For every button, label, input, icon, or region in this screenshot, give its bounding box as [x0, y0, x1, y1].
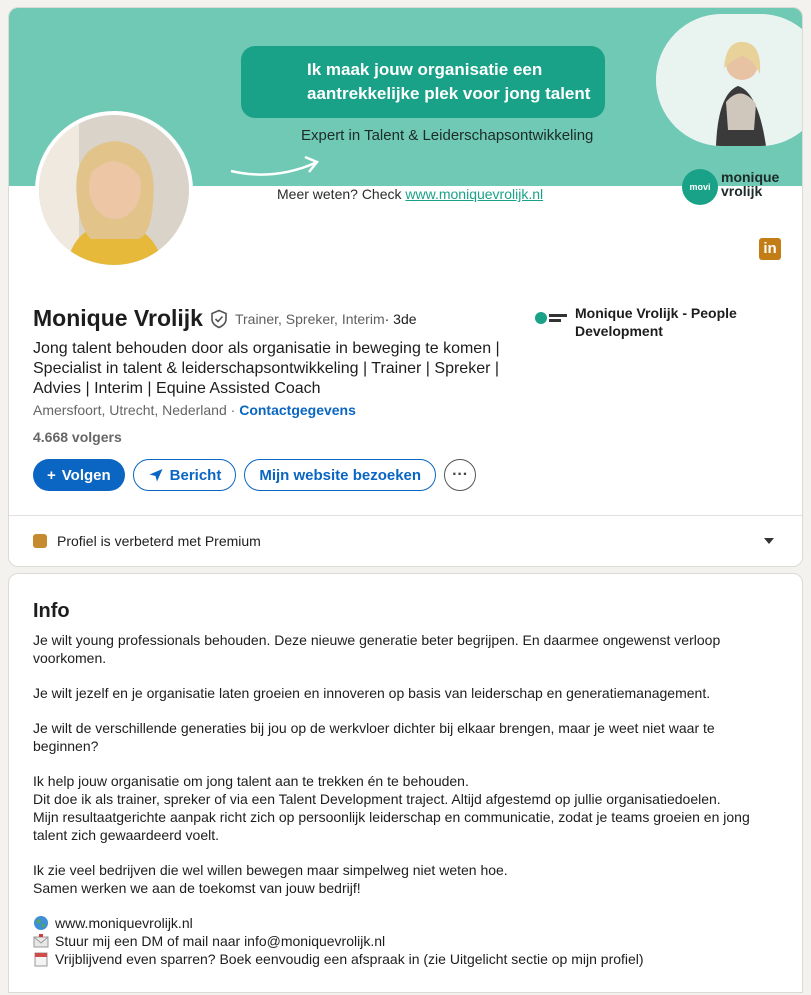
brand-logo-icon: movi [682, 169, 718, 205]
profile-card [8, 7, 803, 567]
location: Amersfoort, Utrecht, Nederland [33, 402, 227, 418]
visit-website-button[interactable]: Mijn website bezoeken [244, 459, 436, 491]
follow-button[interactable] [33, 459, 125, 491]
info-paragraph: Ik zie veel bedrijven die wel willen bewegen maar simpelweg niet weten hoe. [33, 862, 508, 878]
info-title: Info [33, 600, 70, 622]
brand-logo-line2: vrolijk [721, 183, 763, 199]
avatar[interactable] [35, 111, 193, 269]
info-body [33, 631, 763, 968]
company-logo-icon [535, 312, 567, 324]
verified-shield-icon[interactable] [209, 309, 229, 329]
info-paragraph: Je wilt de verschillende generaties bij jou op de werkvloer dichter bij elkaar brengen, maar je weet niet waar te beginnen? [33, 720, 715, 754]
divider [9, 515, 803, 516]
banner-headline: Ik maak jouw organisatie een aantrekkelijke plek voor jong talent [307, 60, 591, 103]
banner-cta [277, 186, 543, 202]
envelope-icon [33, 933, 49, 949]
profile-tagline: Trainer, Spreker, Interim [234, 310, 385, 327]
banner-person-photo [656, 14, 803, 146]
avatar-photo [39, 115, 189, 265]
info-calendar-line [33, 950, 763, 968]
follow-label: Volgen [61, 466, 111, 484]
info-card [8, 573, 803, 993]
send-icon [148, 467, 164, 483]
globe-icon [33, 915, 49, 931]
contact-info-link[interactable]: Contactgegevens [239, 402, 356, 418]
banner-cta-text: Meer weten? Check [277, 186, 406, 202]
info-mail: Stuur mij een DM of mail naar info@moniquevrolijk.nl [55, 933, 386, 949]
premium-icon [33, 534, 47, 548]
person-illustration [656, 14, 803, 146]
arrow-icon [229, 145, 325, 179]
info-paragraph: Je wilt jezelf en je organisatie laten groeien en innoveren op basis van leiderschap en generatiemanagement. [33, 685, 711, 701]
name-row [33, 305, 417, 332]
info-calendar: Vrijblijvend even sparren? Boek eenvoudig een afspraak in (zie Uitgelicht sectie op mijn profiel) [55, 951, 644, 967]
company-name: Monique Vrolijk - People Development [575, 305, 737, 339]
connection-degree: · 3de [384, 310, 417, 327]
followers-count: 4.668 volgers [33, 429, 122, 445]
profile-headline: Jong talent behouden door als organisatie in beweging te komen | Specialist in talent & leiderschapsontwikkeling | Trainer | Spreker | Advies | Interim | Equine Assisted Coach [33, 340, 500, 397]
info-paragraph: Mijn resultaatgerichte aanpak richt zich op persoonlijk leiderschap en communicatie, zodat je teams groeien en jong talent zich gewaardeerd voelt. [33, 809, 750, 843]
premium-label: Profiel is verbeterd met Premium [57, 533, 261, 549]
linkedin-icon[interactable]: in [759, 238, 781, 260]
banner-website-link[interactable]: www.moniquevrolijk.nl [405, 186, 544, 202]
info-paragraph: Ik help jouw organisatie om jong talent aan te trekken én te behouden. [33, 773, 469, 789]
info-mail-line [33, 932, 763, 950]
banner-subtitle: Expert in Talent & Leiderschapsontwikkeling [301, 127, 594, 144]
more-actions-button[interactable]: ··· [444, 459, 476, 491]
profile-actions [33, 459, 484, 491]
premium-banner[interactable] [33, 533, 261, 549]
message-button[interactable] [133, 459, 237, 491]
info-website-line [33, 914, 763, 932]
plus-icon: + [47, 466, 56, 484]
info-paragraph: Dit doe ik als trainer, spreker of via een Talent Development traject. Altijd afgestemd op jullie organisatiedoelen. [33, 791, 721, 807]
profile-name: Monique Vrolijk [33, 305, 203, 331]
info-website: www.moniquevrolijk.nl [55, 915, 193, 931]
chevron-down-icon[interactable] [764, 538, 774, 544]
calendar-icon [33, 951, 49, 967]
brand-logo-text [721, 170, 779, 198]
info-paragraph: Je wilt young professionals behouden. Deze nieuwe generatie beter begrijpen. En daarmee ongewenst verloop voorkomen. [33, 632, 721, 666]
current-company[interactable] [535, 304, 765, 340]
message-label: Bericht [169, 466, 222, 484]
brand-logo-line1: monique [721, 169, 780, 185]
location-row [33, 402, 356, 418]
info-paragraph: Samen werken we aan de toekomst van jouw bedrijf! [33, 880, 361, 896]
location-separator: · [226, 402, 240, 418]
